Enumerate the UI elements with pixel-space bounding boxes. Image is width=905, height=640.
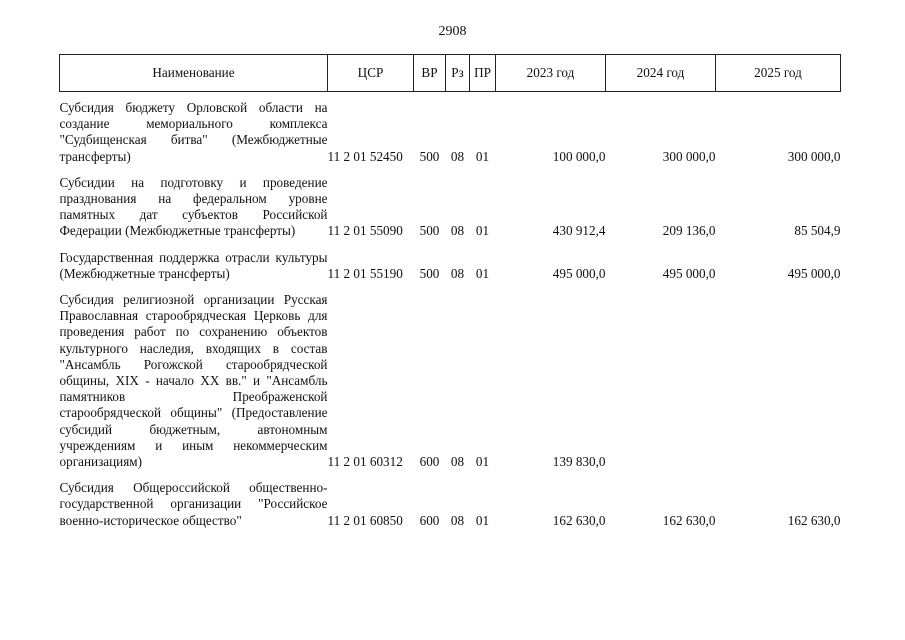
table-row xyxy=(60,480,841,529)
budget-table xyxy=(59,54,841,529)
row-pr: 01 xyxy=(475,512,490,528)
row-name: Субсидия бюджету Орловской области на создание мемориального комплекса "Судбищенская битва" (Межбюджетные трансферты) xyxy=(59,100,328,164)
row-2023: 495 000,0 xyxy=(552,265,606,281)
row-2024: 162 630,0 xyxy=(662,512,716,528)
row-name: Субсидия религиозной организации Русская Православная старообрядческая Церковь для проведения работ по сохранению объектов культурного наследия, входящих в состав "Ансамбль Рогожской старообрядческой общины, XIX - начало XX вв." и "Ансамбль памятников Преображенской старообрядческой общины" (Предоставление субсидий бюджетным, автономным учреждениям и иным некоммерческим организациям) xyxy=(59,292,328,470)
row-2023: 100 000,0 xyxy=(552,148,606,164)
header-name: Наименование xyxy=(60,55,328,92)
row-2024: 495 000,0 xyxy=(662,265,716,281)
row-rz: 08 xyxy=(450,223,465,239)
row-vr: 600 xyxy=(419,512,440,528)
row-2024: 209 136,0 xyxy=(662,223,716,239)
table-row xyxy=(60,100,841,165)
header-row xyxy=(60,55,841,92)
row-pr: 01 xyxy=(475,223,490,239)
row-name: Государственная поддержка отрасли культуры (Межбюджетные трансферты) xyxy=(59,249,328,281)
row-pr: 01 xyxy=(475,148,490,164)
row-2025: 162 630,0 xyxy=(787,512,841,528)
header-2025: 2025 год xyxy=(716,55,841,92)
header-csr: ЦСР xyxy=(328,55,414,92)
row-rz: 08 xyxy=(450,454,465,470)
row-2024 xyxy=(606,292,716,470)
row-2023: 139 830,0 xyxy=(552,454,606,470)
row-pr: 01 xyxy=(475,454,490,470)
row-csr: 11 2 01 52450 xyxy=(327,148,403,164)
header-2024: 2024 год xyxy=(606,55,716,92)
page-number: 2908 xyxy=(438,24,467,39)
row-2025: 300 000,0 xyxy=(787,148,841,164)
header-rz: Рз xyxy=(446,55,470,92)
row-name: Субсидии на подготовку и проведение празднования на федеральном уровне памятных дат субъектов Российской Федерации (Межбюджетные трансферты) xyxy=(59,174,328,239)
row-rz: 08 xyxy=(450,512,465,528)
row-2024: 300 000,0 xyxy=(662,148,716,164)
row-csr: 11 2 01 60850 xyxy=(327,512,403,528)
row-2025 xyxy=(716,292,841,470)
header-vr: ВР xyxy=(414,55,446,92)
row-pr: 01 xyxy=(475,265,490,281)
row-name: Субсидия Общероссийской общественно-государственной организации "Российское военно-историческое общество" xyxy=(59,480,328,528)
row-rz: 08 xyxy=(450,148,465,164)
table-row xyxy=(60,250,841,282)
row-vr: 600 xyxy=(419,454,440,470)
row-2025: 85 504,9 xyxy=(794,223,841,239)
row-rz: 08 xyxy=(450,265,465,281)
row-2023: 162 630,0 xyxy=(552,512,606,528)
row-vr: 500 xyxy=(419,265,440,281)
table-row xyxy=(60,292,841,470)
header-pr: ПР xyxy=(470,55,496,92)
table-row xyxy=(60,175,841,240)
row-2025: 495 000,0 xyxy=(787,265,841,281)
row-2023: 430 912,4 xyxy=(552,223,606,239)
header-2023: 2023 год xyxy=(496,55,606,92)
row-csr: 11 2 01 60312 xyxy=(327,454,403,470)
row-csr: 11 2 01 55090 xyxy=(327,223,403,239)
row-vr: 500 xyxy=(419,223,440,239)
row-vr: 500 xyxy=(419,148,440,164)
row-csr: 11 2 01 55190 xyxy=(327,265,403,281)
